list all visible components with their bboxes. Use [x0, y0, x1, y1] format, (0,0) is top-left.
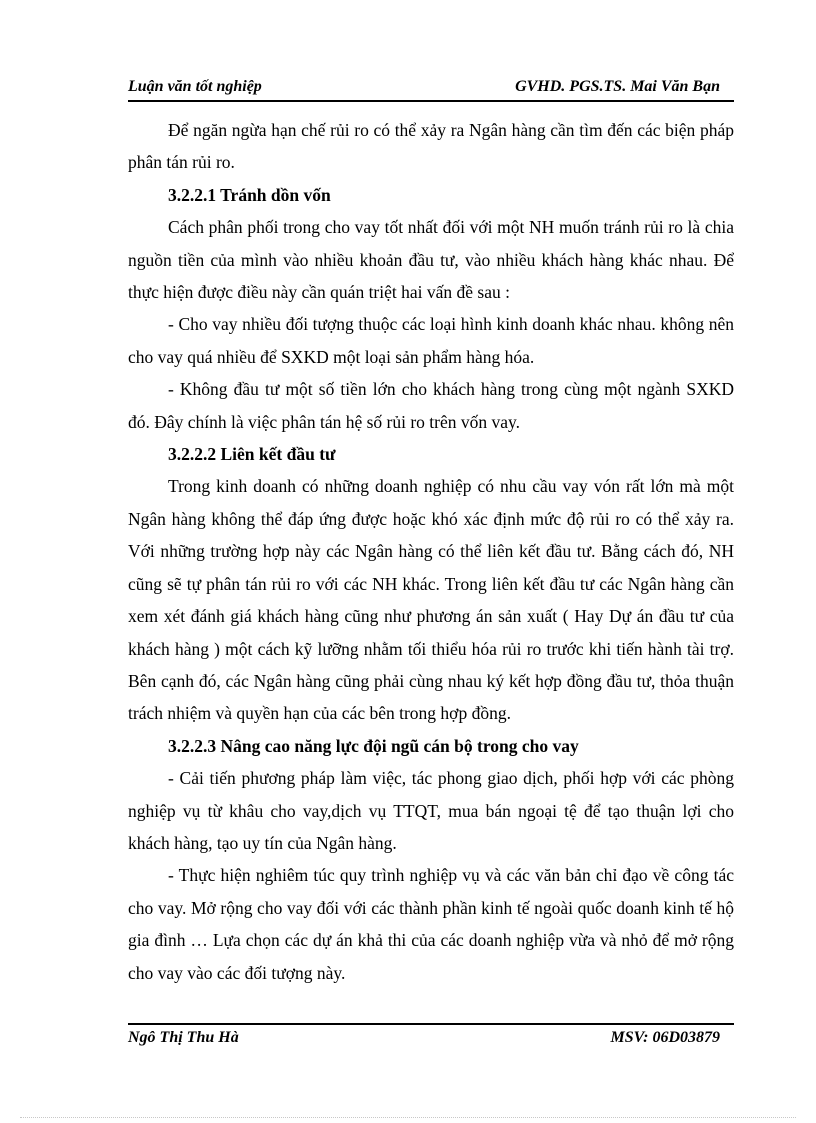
paragraph-avoid-concentration: - Không đầu tư một số tiền lớn cho khách hàng trong cùng một ngành SXKD đó. Đây chính là việc phân tán hệ số rủi ro trên vốn vay.	[128, 379, 734, 432]
page-body	[128, 114, 734, 989]
header-supervisor: GVHD. PGS.TS. Mai Văn Bạn	[515, 78, 720, 95]
paragraph-allocation: Cách phân phối trong cho vay tốt nhất đối với một NH muốn tránh rủi ro là chia nguồn tiền của mình vào nhiều khoản đầu tư, vào nhiều khách hàng khác nhau. Để thực hiện được điều này cần quán triệt hai vấn đề sau :	[128, 217, 734, 303]
paragraph-joint-investment: Trong kinh doanh có những doanh nghiệp có nhu cầu vay vón rất lớn mà một Ngân hàng không thể đáp ứng được hoặc khó xác định mức độ rủi ro có thể xảy ra. Với những trường hợp này các Ngân hàng có thể liên kết đầu tư. Bằng cách đó, NH cũng sẽ tự phân tán rủi ro với các NH khác. Trong liên kết đầu tư các Ngân hàng cần xem xét đánh giá khách hàng cũng như phương án sản xuất ( Hay Dự án đầu tư của khách hàng ) một cách kỹ lưỡng nhằm tối thiểu hóa rủi ro trước khi tiến hành tài trợ. Bên cạnh đó, các Ngân hàng cũng phải cùng nhau ký kết hợp đồng đầu tư, thỏa thuận trách nhiệm và quyền hạn của các bên trong hợp đồng.	[128, 476, 734, 724]
paragraph-improve-methods: - Cải tiến phương pháp làm việc, tác phong giao dịch, phối hợp với các phòng nghiệp vụ từ khâu cho vay,dịch vụ TTQT, mua bán ngoại tệ để tạo thuận lợi cho khách hàng, tạo uy tín của Ngân hàng.	[128, 768, 734, 853]
page-header	[128, 74, 734, 102]
footer-student-id: MSV: 06D03879	[610, 1029, 720, 1046]
page-bottom-edge	[20, 1117, 796, 1118]
paragraph-diversify-borrowers: - Cho vay nhiều đối tượng thuộc các loại hình kinh doanh khác nhau. không nên cho vay quá nhiều để SXKD một loại sản phẩm hàng hóa.	[128, 314, 734, 367]
paragraph-intro: Để ngăn ngừa hạn chế rủi ro có thể xảy ra Ngân hàng cần tìm đến các biện pháp phân tán rủi ro.	[128, 120, 734, 173]
footer-author: Ngô Thị Thu Hà	[128, 1029, 239, 1046]
section-heading-3-2-2-2: 3.2.2.2 Liên kết đầu tư	[168, 444, 336, 465]
header-thesis-title: Luận văn tốt nghiệp	[128, 78, 262, 95]
section-heading-3-2-2-1: 3.2.2.1 Tránh dồn vốn	[168, 184, 331, 205]
section-heading-3-2-2-3: 3.2.2.3 Nâng cao năng lực đội ngũ cán bộ trong cho vay	[168, 735, 579, 756]
paragraph-procedures: - Thực hiện nghiêm túc quy trình nghiệp vụ và các văn bản chỉ đạo về công tác cho vay. Mở rộng cho vay đối với các thành phần kinh tế ngoài quốc doanh kinh tế hộ gia đình … Lựa chọn các dự án khả thi của các doanh nghiệp vừa và nhỏ để mở rộng cho vay vào các đối tượng này.	[128, 865, 734, 983]
page-footer	[128, 1023, 734, 1051]
